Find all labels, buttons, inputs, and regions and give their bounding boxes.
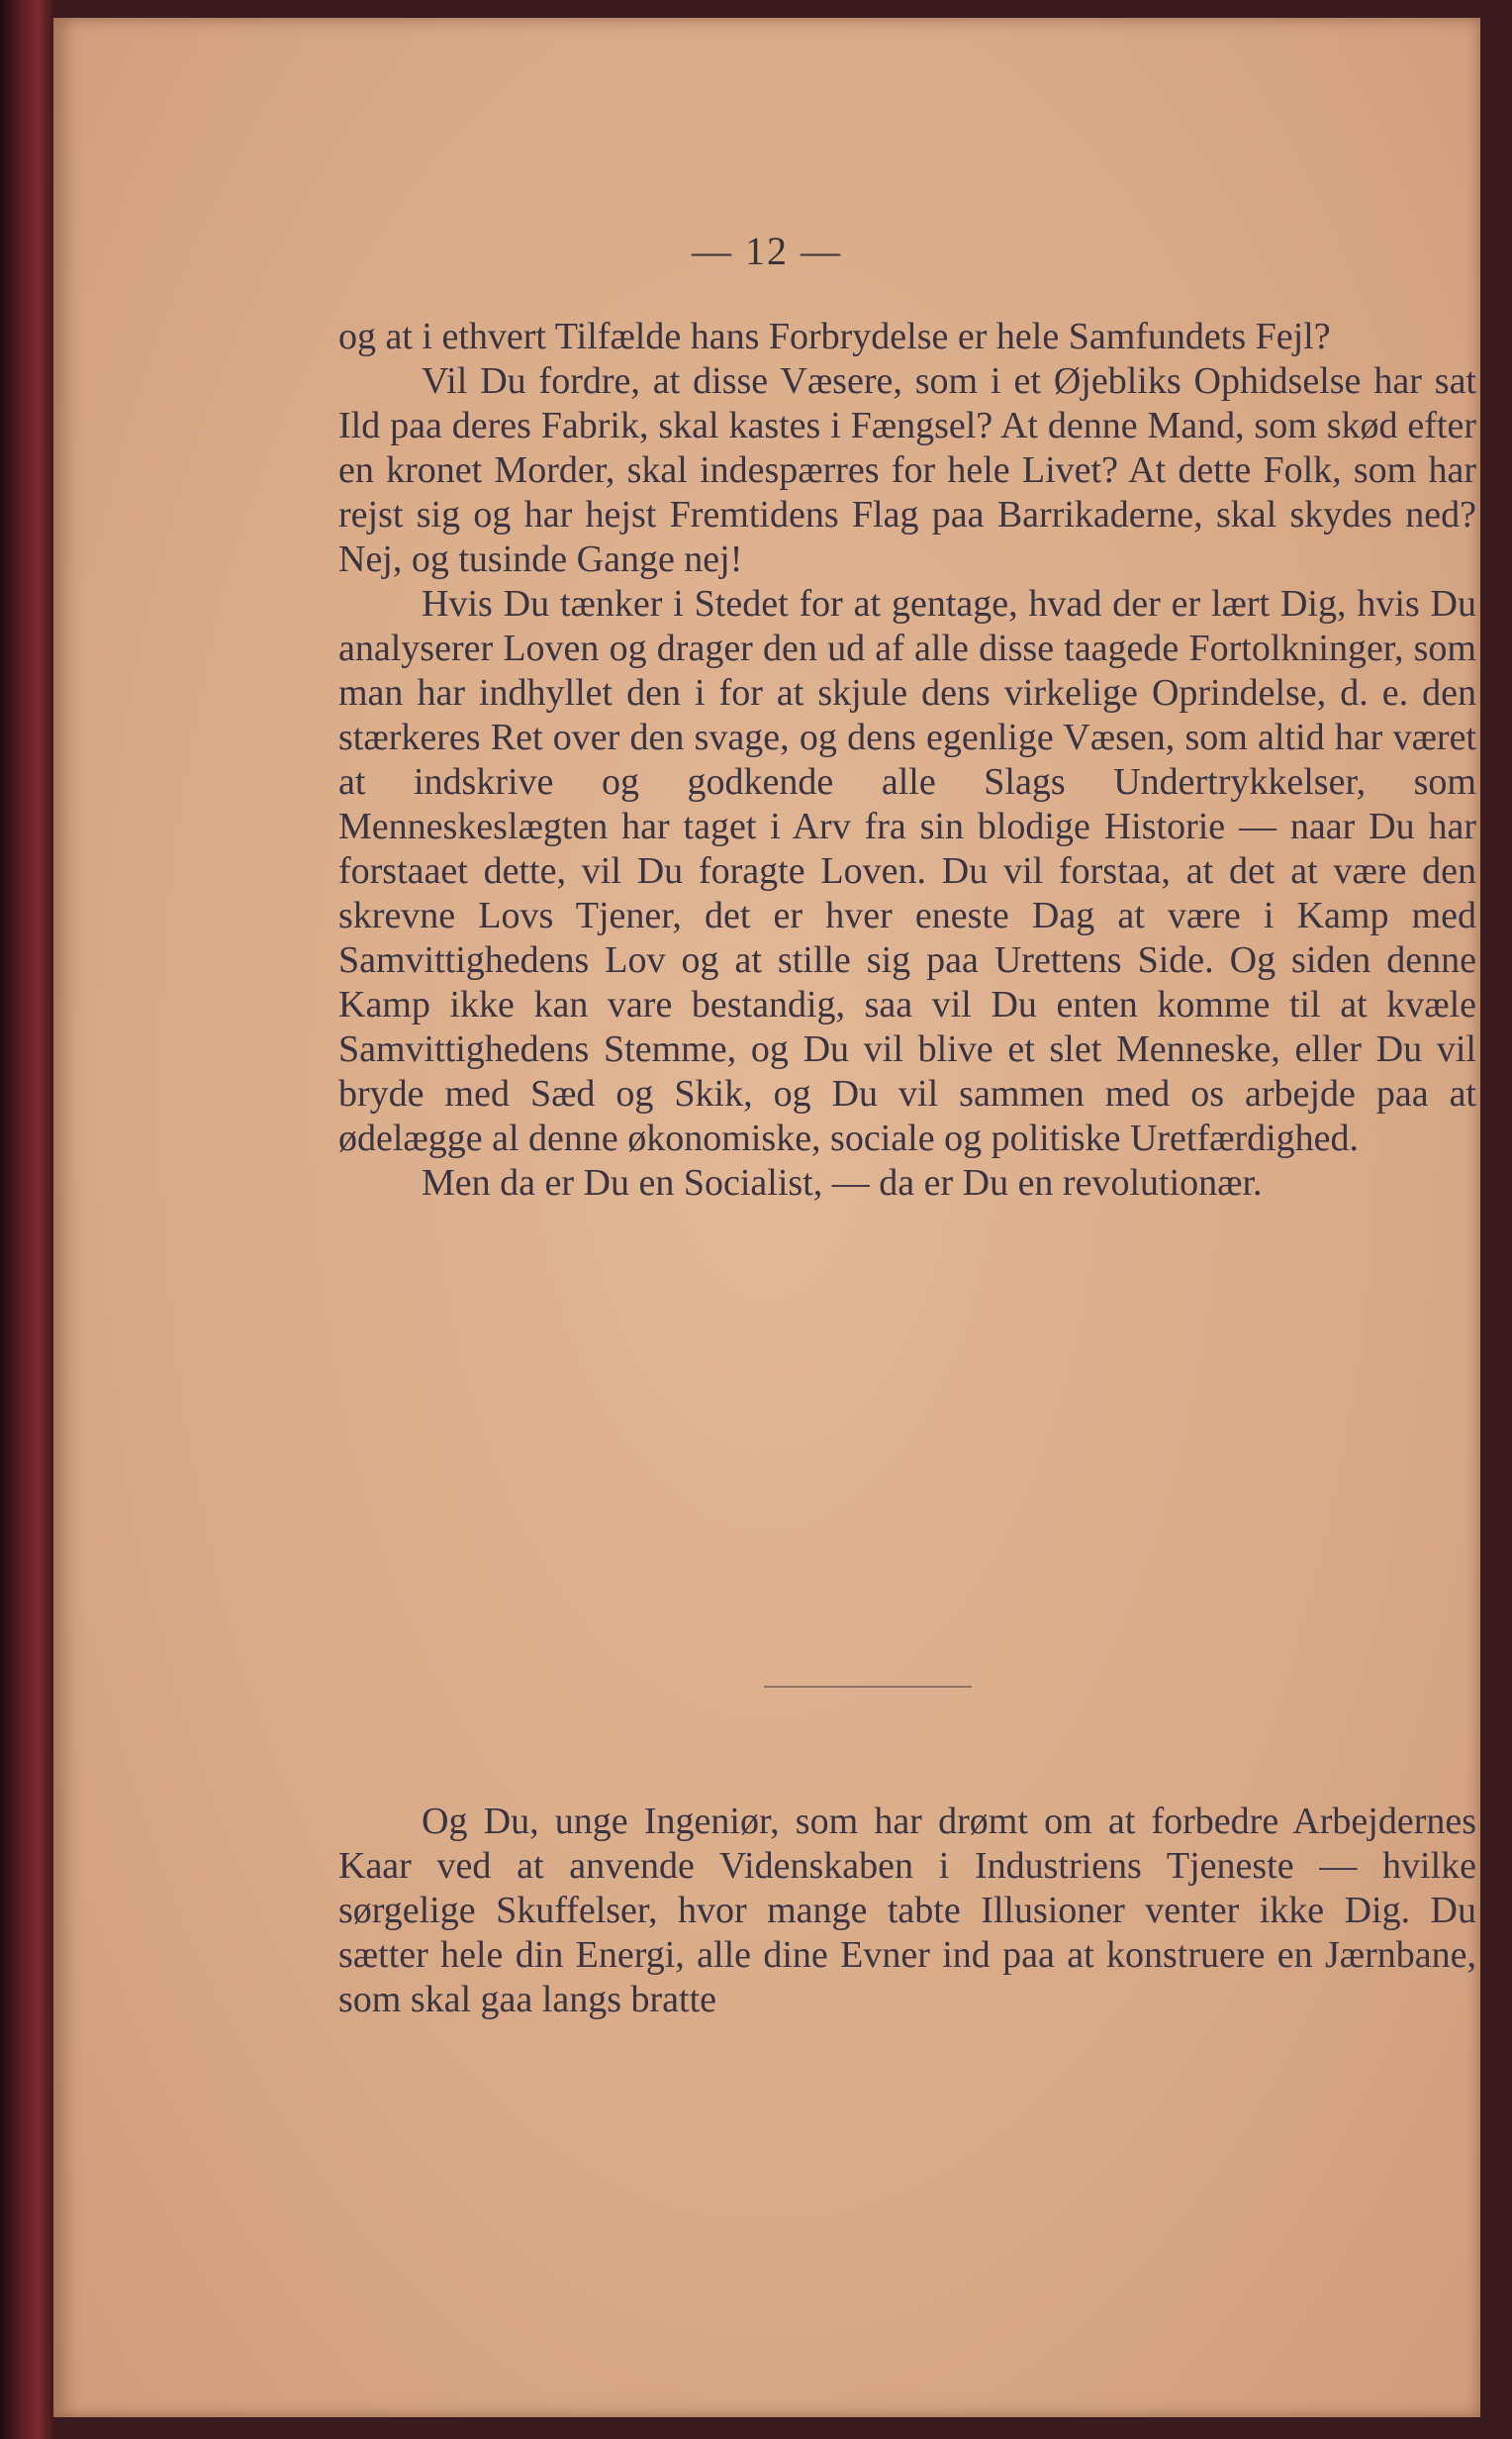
section-divider xyxy=(764,1686,972,1688)
paragraph-continued: og at i ethvert Tilfælde hans Forbrydelse er hele Samfundets Fejl? xyxy=(338,316,1331,357)
book-binding-edge xyxy=(0,0,55,2439)
text-block-top xyxy=(338,315,1476,1206)
text-block-bottom xyxy=(338,1800,1476,2022)
page-number: — 12 — xyxy=(692,229,842,273)
paragraph: Vil Du fordre, at disse Væsere, som i et Øjebliks Ophidselse har sat Ild paa deres Fabrik, skal kastes i Fængsel? At denne Mand, som skød efter en kronet Morder, skal indespærres for hele Livet? At dette Folk, som har rejst sig og har hejst Fremtidens Flag paa Barrikaderne, skal skydes ned? Nej, og tusinde Gange nej! xyxy=(338,360,1476,580)
paragraph: Hvis Du tænker i Stedet for at gentage, hvad der er lært Dig, hvis Du analyserer Loven og drager den ud af alle disse taagede Fortolkninger, som man har indhyllet den i for at skjule dens virkelige Oprindelse, d. e. den stærkeres Ret over den svage, og dens egenlige Væsen, som altid har været at indskrive og godkende alle Slags Undertrykkelser, som Menneskeslægten har taget i Arv fra sin blodige Historie — naar Du har forstaaet dette, vil Du foragte Loven. Du vil forstaa, at det at være den skrevne Lovs Tjener, det er hver eneste Dag at være i Kamp med Samvittighedens Lov og at stille sig paa Urettens Side. Og siden denne Kamp ikke kan vare bestandig, saa vil Du enten komme til at kvæle Samvittighedens Stemme, og Du vil blive et slet Menneske, eller Du vil bryde med Sæd og Skik, og Du vil sammen med os arbejde paa at ødelægge al denne økonomiske, sociale og politiske Uretfærdighed. xyxy=(338,583,1476,1159)
paragraph: Men da er Du en Socialist, — da er Du en revolutionær. xyxy=(422,1162,1263,1204)
book-page xyxy=(53,18,1480,2417)
paragraph: Og Du, unge Ingeniør, som har drømt om at forbedre Arbejdernes Kaar ved at anvende Videnskaben i Industriens Tjeneste — hvilke sørgelige Skuffelser, hvor mange tabte Illusioner venter ikke Dig. Du sætter hele din Energi, alle dine Evner ind paa at konstruere en Jærnbane, som skal gaa langs bratte xyxy=(338,1801,1476,2020)
